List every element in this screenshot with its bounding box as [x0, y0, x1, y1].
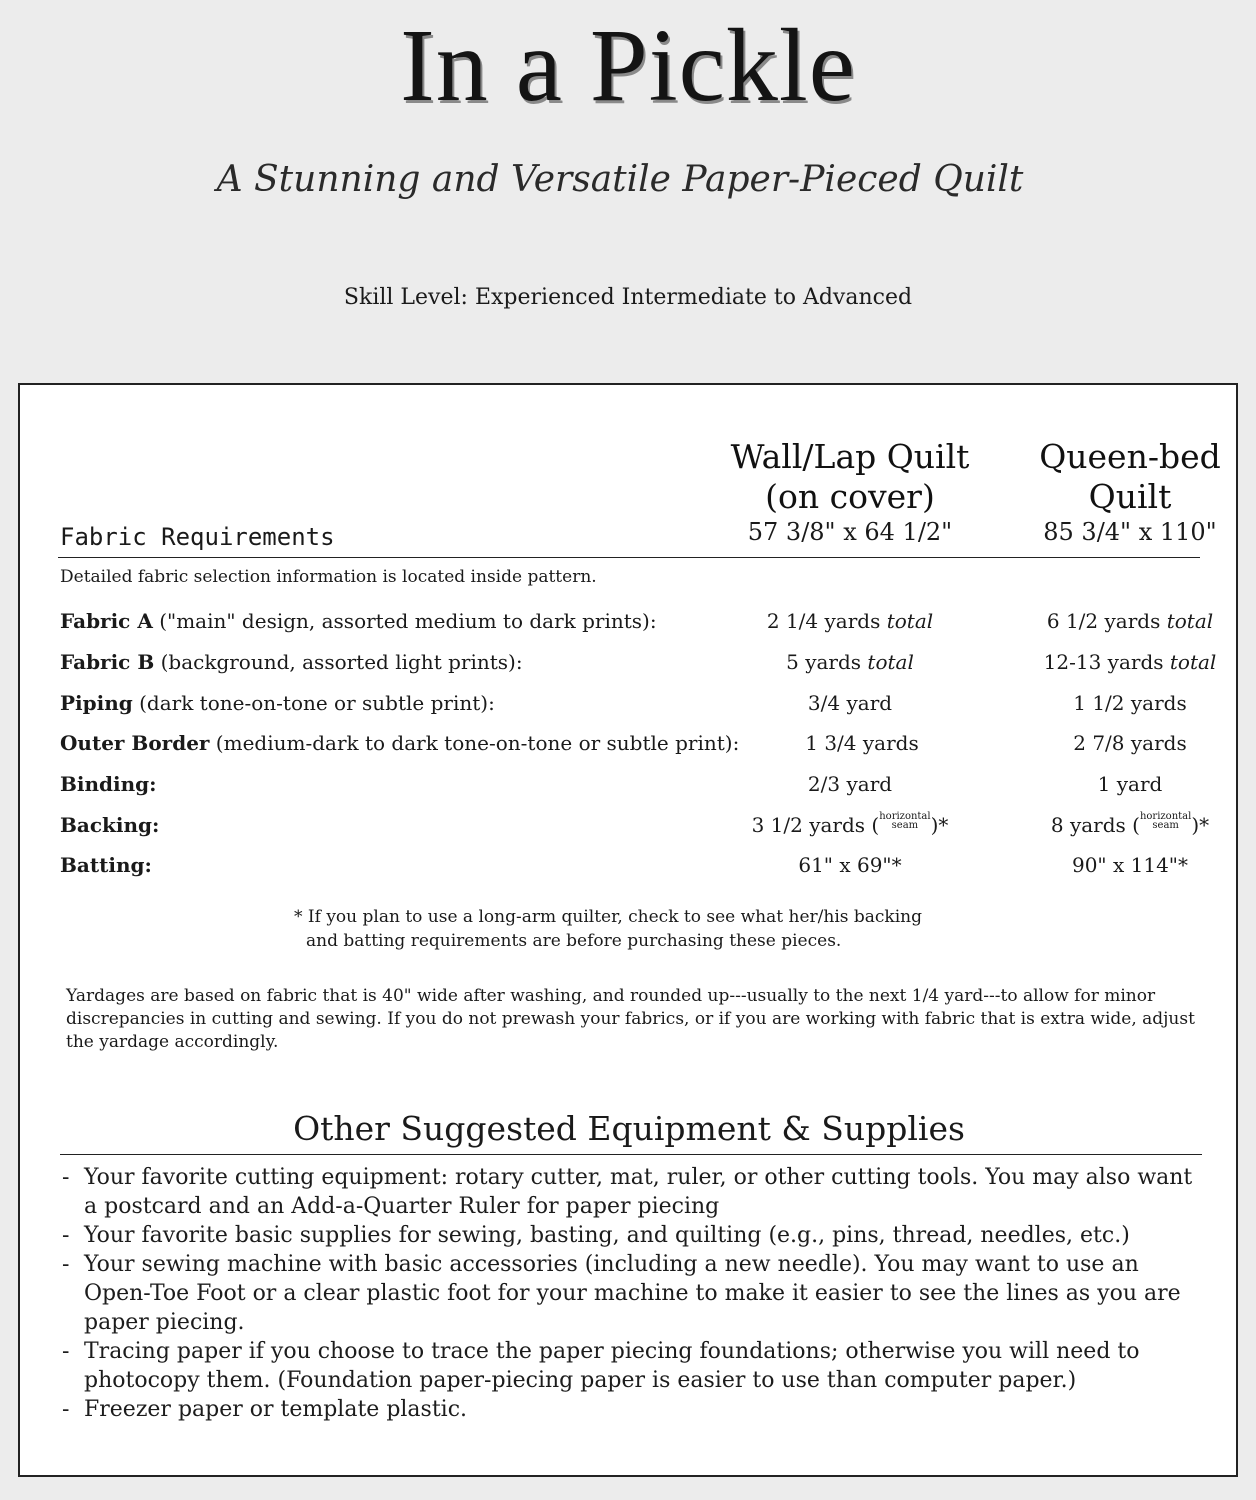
fabric-requirements-heading: Fabric Requirements	[60, 523, 335, 551]
row-label: Fabric B (background, assorted light prints):	[60, 650, 523, 674]
row-value-queen: 12-13 yards total	[1043, 650, 1217, 674]
list-item: - Tracing paper if you choose to trace the paper piecing foundations; otherwise you will need to photocopy them. (Foundation paper-piecing paper is easier to use than computer paper.)	[60, 1337, 1210, 1395]
column-name-line1: Queen-bed	[1039, 437, 1221, 476]
row-value-wall-lap: 3 1/2 yards ( horizontal seam )*	[751, 811, 949, 837]
row-value-wall-lap: 2 1/4 yards total	[766, 609, 934, 633]
footnote-line: * If you plan to use a long-arm quilter, check to see what her/his backing	[294, 907, 922, 927]
equipment-heading: Other Suggested Equipment & Supplies	[293, 1109, 965, 1148]
list-item: - Your favorite basic supplies for sewing, basting, and quilting (e.g., pins, thread, needles, etc.)	[60, 1221, 1210, 1250]
column-name-line2: Quilt	[1088, 477, 1172, 516]
list-item: - Your sewing machine with basic accessories (including a new needle). You may want to use an Open-Toe Foot or a clear plastic foot for your machine to make it easier to see the lines as you are paper piecing.	[60, 1250, 1210, 1337]
fabric-row	[20, 725, 1238, 761]
row-value-wall-lap: 61" x 69"*	[798, 853, 902, 877]
row-value-wall-lap: 2/3 yard	[807, 772, 893, 796]
skill-level-value: Experienced Intermediate to Advanced	[474, 285, 913, 310]
fabric-row	[20, 807, 1238, 843]
row-value-queen: 90" x 114"*	[1071, 853, 1188, 877]
long-arm-footnote	[294, 905, 1014, 953]
skill-level-label: Skill Level:	[343, 285, 468, 310]
column-size-queen: 85 3/4" x 110"	[1043, 518, 1217, 546]
divider	[58, 557, 1200, 558]
pattern-subtitle: A Stunning and Versatile Paper-Pieced Quilt	[216, 159, 1024, 200]
row-value-queen: 2 7/8 yards	[1073, 731, 1187, 755]
list-item: - Freezer paper or template plastic.	[60, 1395, 1210, 1424]
row-value-queen: 1 yard	[1097, 772, 1163, 796]
fabric-row	[20, 847, 1238, 883]
column-name-line1: Wall/Lap Quilt	[730, 437, 970, 476]
seam-note: horizontal seam	[1139, 811, 1192, 831]
column-header-wall-lap	[700, 437, 1000, 517]
fabric-row	[20, 685, 1238, 721]
row-label: Outer Border (medium-dark to dark tone-on-tone or subtle print):	[60, 731, 740, 755]
seam-note: horizontal seam	[879, 811, 931, 831]
fabric-row	[20, 766, 1238, 802]
row-value-queen: 1 1/2 yards	[1073, 691, 1187, 715]
row-value-queen: 8 yards ( horizontal seam )*	[1050, 811, 1210, 837]
row-value-wall-lap: 5 yards total	[786, 650, 914, 674]
fabric-note: Detailed fabric selection information is located inside pattern.	[60, 567, 597, 587]
fabric-row	[20, 644, 1238, 680]
column-size-wall-lap: 57 3/8" x 64 1/2"	[747, 518, 953, 546]
fabric-row	[20, 603, 1238, 639]
row-label: Piping (dark tone-on-tone or subtle print):	[60, 691, 495, 715]
column-header-queen	[1000, 437, 1256, 517]
skill-level	[0, 282, 1256, 314]
row-value-wall-lap: 3/4 yard	[807, 691, 893, 715]
list-item: - Your favorite cutting equipment: rotary cutter, mat, ruler, or other cutting tools. You may also want a postcard and an Add-a-Quarter Ruler for paper piecing	[60, 1163, 1210, 1221]
pattern-title: In a Pickle	[400, 8, 856, 123]
row-label: Batting:	[60, 853, 152, 877]
row-label: Fabric A ("main" design, assorted medium to dark prints):	[60, 609, 657, 633]
row-value-queen: 6 1/2 yards total	[1046, 609, 1214, 633]
divider	[60, 1154, 1202, 1155]
column-name-line2: (on cover)	[765, 477, 935, 516]
footnote-line: and batting requirements are before purchasing these pieces.	[306, 931, 842, 951]
equipment-list	[60, 1163, 1210, 1424]
row-label: Backing:	[60, 813, 160, 837]
row-label: Binding:	[60, 772, 157, 796]
yardage-note: Yardages are based on fabric that is 40" wide after washing, and rounded up---usually to the next 1/4 yard---to allow for minor discrepancies in cutting and sewing. If you do not prewash your fabrics, or if you are working with fabric that is extra wide, adjust the yardage accordingly.	[66, 986, 1195, 1052]
row-value-wall-lap: 1 3/4 yards	[805, 731, 919, 755]
requirements-box	[18, 383, 1238, 1477]
